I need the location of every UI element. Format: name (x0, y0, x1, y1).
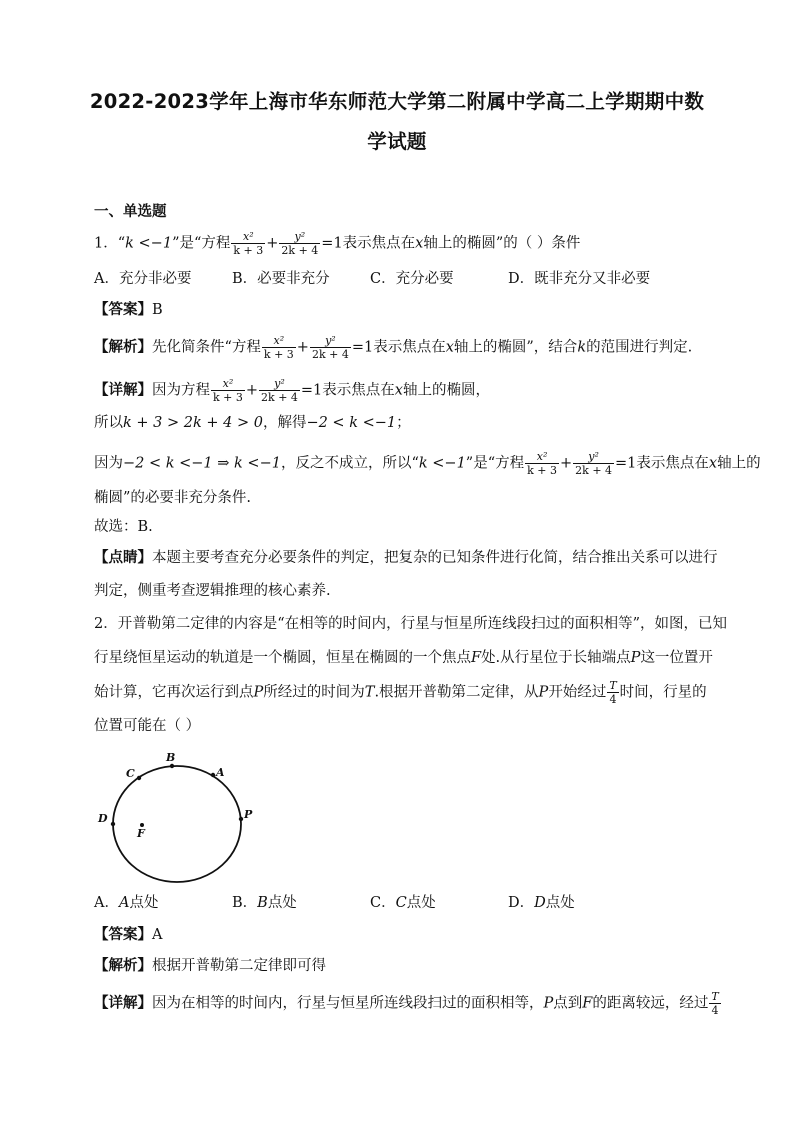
q1-comment-1: 【点睛】本题主要考查充分必要条件的判定，把复杂的已知条件进行化简，结合推出关系可以进行 (94, 550, 718, 566)
point-d (111, 822, 115, 826)
q1-option-d: D．既非充分又非必要 (508, 271, 651, 287)
q2-option-c: C．C点处 (370, 895, 436, 911)
q1-necessary-line: 椭圆”的必要非充分条件. (94, 490, 252, 506)
orbit-ellipse (113, 766, 241, 882)
q1-detail: 【详解】因为方程 $\frac{\text{x²}}{k + 3}$ + $\frac{\text{y²}}{2k + 4}$ =1表示焦点在x轴上的椭圆， (94, 377, 490, 404)
q2-line-1: 2．开普勒第二定律的内容是“在相等的时间内，行星与恒星所连线段扫过的面积相等”，如图，已知 (94, 616, 728, 632)
q2-option-a: A．A点处 (94, 895, 159, 911)
q1-suffix2: 轴上的椭圆”的（ ）条件 (423, 235, 581, 252)
q1-stem: 1．“k <−1”是“方程 $\frac{\text{x²}}{k + 3}$ + $\frac{\text{y²}}{2k + 4}$ =1表示焦点在x轴上的椭圆”的（ ）条件 (94, 230, 581, 257)
q1-suffix: =1表示焦点在 (321, 235, 416, 252)
q1-prefix: 1．“ (94, 235, 126, 252)
q1-because-line: 因为−2 < k <−1 ⇒ k <−1，反之不成立，所以“k <−1”是“方程 $\frac{\text{x²}}{k + 3}$ + $\frac{\text{y²}}{2k + 4}$ =1表示焦点在x轴上的 (94, 450, 761, 477)
q1-option-c: C．充分必要 (370, 271, 454, 287)
q1-fraction-y: $\frac{\text{y²}}{2k + 4}$ (281, 230, 319, 257)
q1-mid: ”是“方程 (172, 235, 231, 252)
section-heading: 一、单选题 (94, 204, 167, 220)
q1-fraction-x: $\frac{\text{x²}}{k + 3}$ (233, 230, 264, 257)
doc-title-line-1: 2022-2023学年上海市华东师范大学第二附属中学高二上学期期中数 (89, 90, 705, 113)
q2-answer: 【答案】A (94, 927, 163, 943)
q2-analysis: 【解析】根据开普勒第二定律即可得 (94, 958, 326, 974)
ellipse-orbit-diagram (92, 748, 262, 888)
point-p (239, 817, 243, 821)
q1-comment-2: 判定，侧重考查逻辑推理的核心素养. (94, 583, 331, 599)
label-d: D (98, 812, 108, 825)
q2-detail: 【详解】因为在相等的时间内，行星与恒星所连线段扫过的面积相等，P点到F的距离较远，经过 $\frac{T}{4}$ (94, 990, 719, 1017)
label-b: B (166, 751, 176, 764)
q1-condition: k <−1 (125, 235, 173, 252)
q2-line-4: 位置可能在（ ） (94, 718, 201, 734)
q1-option-b: B．必要非充分 (232, 271, 330, 287)
label-p: P (244, 808, 253, 821)
point-b (170, 764, 174, 768)
q1-analysis: 【解析】先化简条件“方程 $\frac{\text{x²}}{k + 3}$ + $\frac{\text{y²}}{2k + 4}$ =1表示焦点在x轴上的椭圆”，结合k的范围进行判定. (94, 334, 693, 361)
label-c: C (126, 767, 135, 780)
q2-option-d: D．D点处 (508, 895, 575, 911)
q1-answer: 【答案】B (94, 302, 163, 318)
doc-title-line-2: 学试题 (367, 130, 427, 153)
point-c (137, 776, 141, 780)
label-f: F (137, 827, 145, 840)
label-a: A (216, 766, 225, 779)
q2-option-b: B．B点处 (232, 895, 297, 911)
q2-line-3: 始计算，它再次运行到点P所经过的时间为T.根据开普勒第二定律，从P开始经过 $\frac{T}{4}$ 时间，行星的 (94, 679, 707, 706)
q1-choose: 故选：B. (94, 519, 153, 535)
q2-fraction-t4: $\frac{T}{4}$ (609, 679, 617, 706)
point-a (211, 773, 215, 777)
q1-so-line: 所以k + 3 > 2k + 4 > 0，解得−2 < k <−1； (94, 415, 411, 431)
q2-line-2: 行星绕恒星运动的轨道是一个椭圆，恒星在椭圆的一个焦点F处.从行星位于长轴端点P这一位置开 (94, 650, 713, 666)
q1-option-a: A．充分非必要 (94, 271, 192, 287)
